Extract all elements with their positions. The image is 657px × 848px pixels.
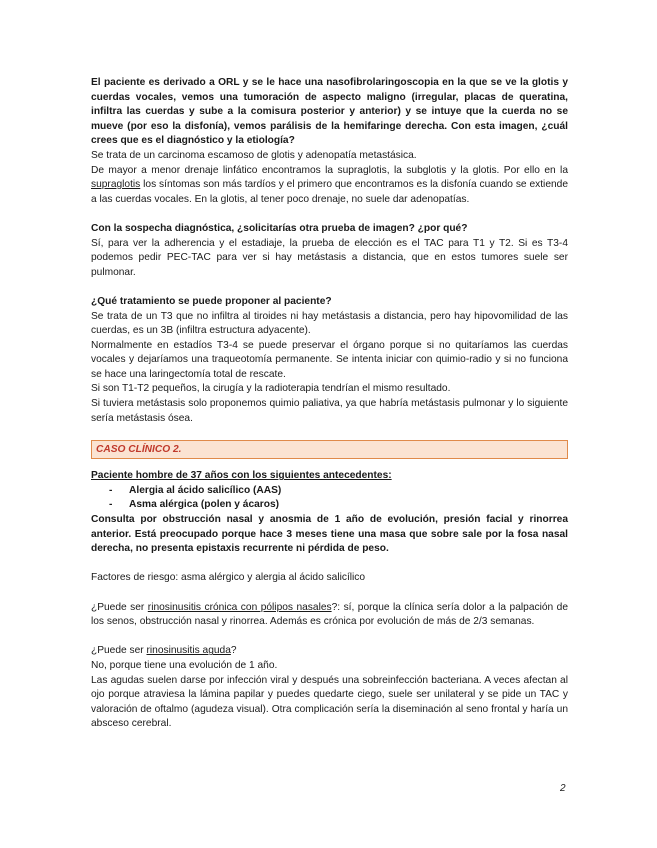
answer-treatment-4: Si tuviera metástasis solo proponemos quimio paliativa, ya que habría metástasis pulmonar y lo siguiente sería metástasis ósea. [91, 398, 568, 424]
answer-acute-1: No, porque tiene una evolución de 1 año. [91, 659, 278, 671]
question-treatment: ¿Qué tratamiento se puede proponer al paciente? [91, 295, 332, 307]
acute-rhinosinusitis-link: rinosinusitis aguda [146, 645, 231, 657]
risk-factors: Factores de riesgo: asma alérgico y alergia al ácido salicílico [91, 572, 366, 584]
question-chronic: ¿Puede ser rinosinusitis crónica con pólipos nasales?: sí, porque la clínica sería dolor a la palpación de los senos, obstrucción nasal y rinorrea. Además es crónica por evolución de más de 2/3 semanas. [91, 601, 568, 628]
page-number: 2 [560, 783, 566, 794]
antecedent-item: - Asma alérgica (polen y ácaros) [109, 499, 280, 511]
case-title: CASO CLÍNICO 2. [96, 444, 182, 456]
supraglotis-link: supraglotis [91, 179, 141, 191]
answer-drainage: De mayor a menor drenaje linfático encontramos la supraglotis, la subglotis y la glotis. Por ello en la supraglotis los síntomas son más tardíos y el primero que encontramos es la disfonía cuando se extiende a las cuerdas vocales. En la glotis, al tener poco drenaje, no suele dar adenopatías. [91, 164, 568, 205]
question-acute: ¿Puede ser rinosinusitis aguda? [91, 645, 237, 657]
patient-intro: Paciente hombre de 37 años con los siguientes antecedentes: [91, 470, 392, 482]
answer-imaging: Sí, para ver la adherencia y el estadiaje, la prueba de elección es el TAC para T1 y T2. Si es T3-4 podemos pedir PEC-TAC para ver si hay metástasis a distancia, que en estos tumores suele ser pulmonar. [91, 237, 568, 278]
question-imaging: Con la sospecha diagnóstica, ¿solicitarías otra prueba de imagen? ¿por qué? [91, 222, 468, 234]
answer-acute-2: Las agudas suelen darse por infección viral y después una sobreinfección bacteriana. A veces afectan al ojo porque atraviesa la lámina papilar y puedes quedarte ciego, suele ser unilateral y se pide un TAC y valoración de oftalmo (agudeza visual). Otra complicación sería la diseminación al seno frontal y haría un absceso cerebral. [91, 674, 568, 730]
answer-treatment-2: Normalmente en estadíos T3-4 se puede preservar el órgano porque si no quitaríamos las cuerdas vocales y dejaríamos una traqueotomía permanente. Se intenta iniciar con quimio-radio y si no funciona se hace una laringectomía total de rescate. [91, 339, 568, 380]
case-heading-box [91, 440, 568, 459]
consult-description: Consulta por obstrucción nasal y anosmia de 1 año de evolución, presión facial y rinorrea anterior. Está preocupado porque hace 3 meses tiene una masa que sobre sale por la fosa nasal derecha, no presenta epistaxis recurrente ni pérdida de peso. [91, 514, 568, 555]
answer-treatment-1: Se trata de un T3 que no infiltra al tiroides ni hay metástasis a distancia, pero hay hipovomilidad de las cuerdas, es un 3B (infiltra estructura adyacente). [91, 310, 568, 337]
antecedents-list [91, 484, 568, 513]
chronic-rhinosinusitis-link: rinosinusitis crónica con pólipos nasales [147, 601, 332, 613]
question-diagnosis: El paciente es derivado a ORL y se le hace una nasofibrolaringoscopia en la que se ve la glotis y cuerdas vocales, vemos una tumoración de aspecto maligno (irregular, placas de queratina, infiltra las cuerdas y sube a la comisura posterior y anterior) y se intuye que la cuerda no se mueve (por eso la disfonía), vemos parálisis de la hemifaringe derecha. Con esta imagen, ¿cuál crees que es el diagnóstico y la etiología? [91, 77, 568, 147]
answer-treatment-3: Si son T1-T2 pequeños, la cirugía y la radioterapia tendrían el mismo resultado. [91, 383, 451, 395]
page-content [91, 76, 568, 732]
answer-diagnosis: Se trata de un carcinoma escamoso de glotis y adenopatía metastásica. [91, 149, 417, 161]
antecedent-item: - Alergia al ácido salicílico (AAS) [109, 484, 282, 496]
